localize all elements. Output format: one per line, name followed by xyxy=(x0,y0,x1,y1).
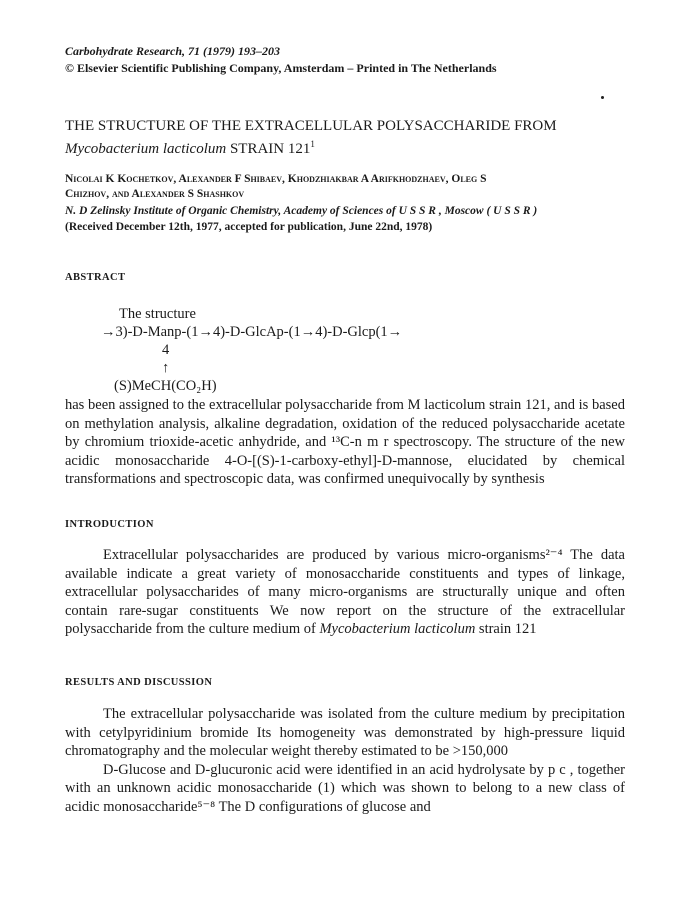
title-line-2 xyxy=(65,135,625,158)
author-list xyxy=(65,172,625,202)
introduction-text xyxy=(65,546,625,639)
structure-backbone: →3)-D-Manp-(1→4)-D-GlcAp-(1→4)-D-Glcp(1→ xyxy=(101,324,403,340)
results-text xyxy=(65,705,625,817)
introduction-species: Mycobacterium lacticolum xyxy=(319,621,476,638)
branch-position: 4 xyxy=(162,342,170,358)
journal-header xyxy=(65,43,497,77)
title-footnote: 1 xyxy=(310,139,315,149)
structure-formula xyxy=(65,305,625,395)
branch-substituent: (S)MeCH(CO₂H) xyxy=(114,378,217,394)
print-speck xyxy=(601,96,604,99)
results-paragraph-2 xyxy=(65,761,625,817)
journal-citation: Carbohydrate Research, 71 (1979) 193–203 xyxy=(65,44,280,58)
results-heading: RESULTS AND DISCUSSION xyxy=(65,677,213,688)
abstract-text: has been assigned to the extracellular polysaccharide from M lacticolum strain 121, and is based on methylation analysis, alkaline degradation, oxidation of the reduced polysaccharide acetate by chromium trioxide-acetic anhydride, and ¹³C-n m r spectroscopy. The structure of the new acidic monosaccharide 4-O-[(S)-1-carboxy-ethyl]-D-mannose, elucidated by chemical transformations and spectroscopic data, was confirmed unequivocally by synthesis xyxy=(65,397,625,488)
title-line-1: THE STRUCTURE OF THE EXTRACELLULAR POLYSACCHARIDE FROM xyxy=(65,118,557,134)
title-strain: STRAIN 121 xyxy=(226,141,311,157)
structure-intro: The structure xyxy=(119,306,196,322)
results-paragraph-1 xyxy=(65,705,625,761)
results-paragraph-1-text: The extracellular polysaccharide was isolated from the culture medium by precipitation with cetylpyridinium bromide Its homogeneity was demonstrated by high-pressure liquid chromatography and the molecular weight thereby estimated to be >150,000 xyxy=(65,706,625,760)
abstract-heading: ABSTRACT xyxy=(65,272,126,283)
introduction-text-b: strain 121 xyxy=(475,621,537,638)
publisher-line: © Elsevier Scientific Publishing Company, Amsterdam – Printed in The Netherlands xyxy=(65,61,497,75)
affiliation: N. D Zelinsky Institute of Organic Chemistry, Academy of Sciences of U S S R , Moscow ( U S S R ) xyxy=(65,205,538,217)
received-dates: (Received December 12th, 1977, accepted for publication, June 22nd, 1978) xyxy=(65,221,433,233)
authors-line-1: Nicolai K Kochetkov, Alexander F Shibaev, Khodzhiakbar A Arifkhodzhaev, Oleg S xyxy=(65,173,487,185)
authors-line-2: Chizhov, and Alexander S Shashkov xyxy=(65,188,245,200)
branch-arrow: ↑ xyxy=(162,360,170,376)
introduction-text-a: Extracellular polysaccharides are produced by various micro-organisms²⁻⁴ The data available indicate a great variety of monosaccharide constituents and types of linkage, extracellular polysaccharides of many micro-organisms are structurally unique and often contain rare-sugar constituents We now report on the structure of the extracellular polysaccharide from the culture medium of xyxy=(65,547,625,638)
results-paragraph-2-text: D-Glucose and D-glucuronic acid were identified in an acid hydrolysate by p c , together with an unknown acidic monosaccharide (1) which was shown to belong to a new class of acidic monosaccharide⁵⁻⁸ The D configurations of glucose and xyxy=(65,761,625,815)
affiliation-block xyxy=(65,203,635,235)
title-species: Mycobacterium lacticolum xyxy=(65,141,227,157)
article-title xyxy=(65,117,625,158)
introduction-heading: INTRODUCTION xyxy=(65,519,154,530)
